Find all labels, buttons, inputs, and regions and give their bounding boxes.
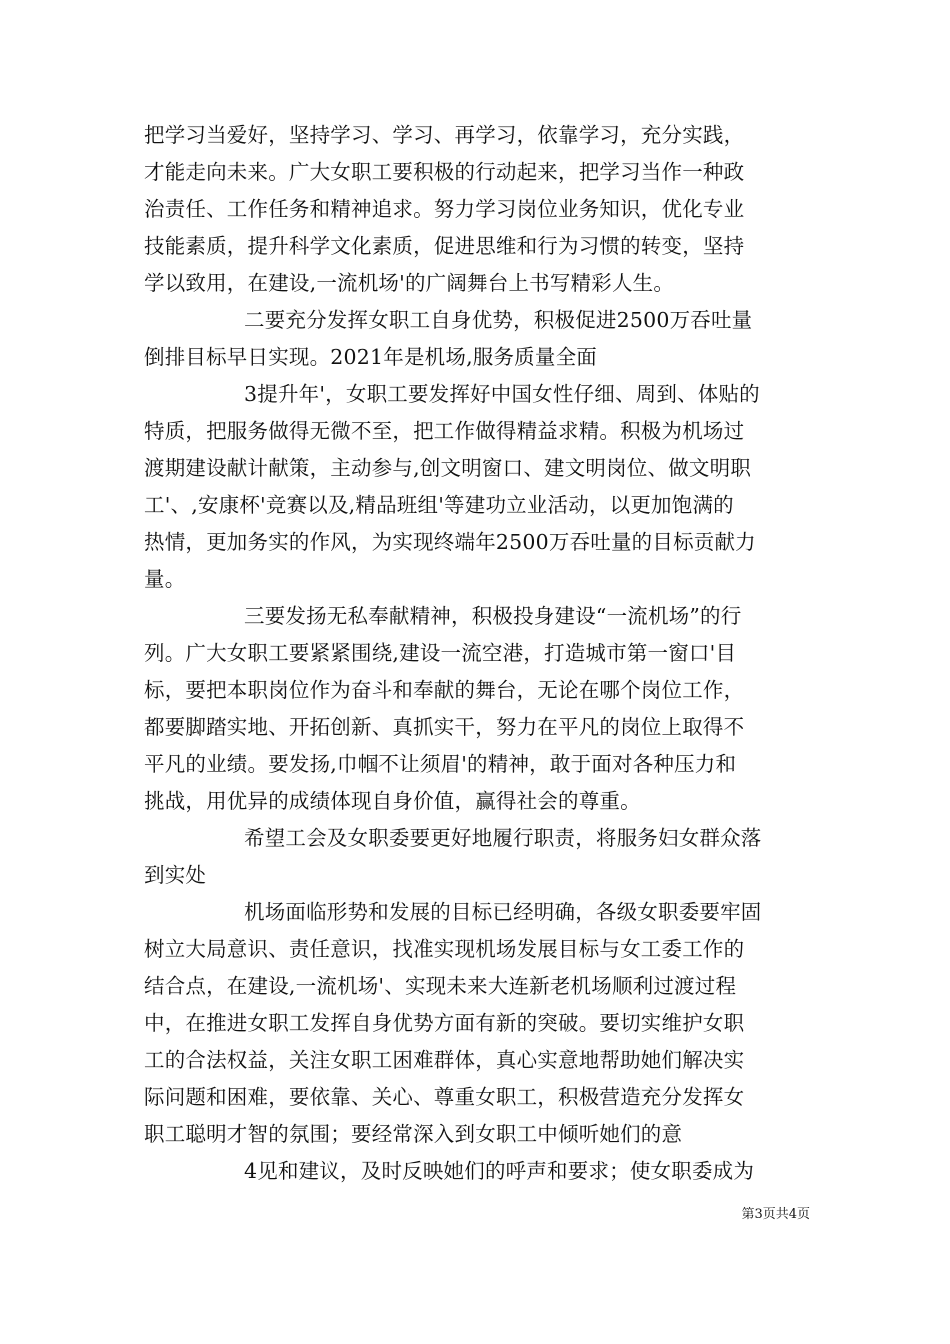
text-line: 工的合法权益，关注女职工困难群体，真心实意地帮助她们解决实 [144, 1048, 745, 1072]
text-line: 量。 [144, 567, 186, 591]
text-line: 3提升年'，女职工要发挥好中国女性仔细、周到、体贴的 [244, 382, 760, 406]
text-line: 二要充分发挥女职工自身优势，积极促进2500万吞吐量 [244, 308, 753, 332]
text-line: 树立大局意识、责任意识，找准实现机场发展目标与女工委工作的 [144, 937, 745, 961]
text-line: 际问题和困难，要依靠、关心、尊重女职工，积极营造充分发挥女 [144, 1085, 745, 1109]
text-line: 挑战，用优异的成绩体现自身价值，赢得社会的尊重。 [144, 789, 641, 813]
text-line: 特质，把服务做得无微不至，把工作做得精益求精。积极为机场过 [144, 419, 745, 443]
text-line: 到实处 [144, 863, 207, 887]
text-line: 技能素质，提升科学文化素质，促进思维和行为习惯的转变，坚持 [144, 234, 745, 258]
page-footer: 第3页共4页 [741, 1207, 810, 1222]
text-line: 才能走向未来。广大女职工要积极的行动起来，把学习当作一种政 [144, 160, 745, 184]
text-line: 渡期建设献计献策，主动参与,创文明窗口、建文明岗位、做文明职 [144, 456, 752, 480]
text-line: 机场面临形势和发展的目标已经明确，各级女职委要牢固 [244, 900, 762, 924]
text-line: 三要发扬无私奉献精神，积极投身建设“一流机场”的行 [244, 604, 742, 628]
text-line: 工'、,安康杯'竞赛以及,精品班组'等建功立业活动，以更加饱满的 [144, 493, 734, 517]
text-line: 结合点，在建设,一流机场'、实现未来大连新老机场顺利过渡过程 [144, 974, 737, 998]
text-line: 4见和建议，及时反映她们的呼声和要求；使女职委成为 [244, 1159, 755, 1183]
text-line: 列。广大女职工要紧紧围绕,建设一流空港，打造城市第一窗口'目 [144, 641, 737, 665]
text-line: 把学习当爱好，坚持学习、学习、再学习，依靠学习，充分实践， [144, 123, 745, 147]
text-line: 热情，更加务实的作风，为实现终端年2500万吞吐量的目标贡献力 [144, 530, 756, 554]
text-line: 平凡的业绩。要发扬,巾帼不让须眉'的精神，敢于面对各种压力和 [144, 752, 737, 776]
text-line: 都要脚踏实地、开拓创新、真抓实干，努力在平凡的岗位上取得不 [144, 715, 745, 739]
text-line: 希望工会及女职委要更好地履行职责，将服务妇女群众落 [244, 826, 762, 850]
text-line: 标，要把本职岗位作为奋斗和奉献的舞台，无论在哪个岗位工作， [144, 678, 745, 702]
body-text [144, 117, 816, 1190]
text-line: 治责任、工作任务和精神追求。努力学习岗位业务知识，优化专业 [144, 197, 745, 221]
text-line: 倒排目标早日实现。2021年是机场,服务质量全面 [144, 345, 597, 369]
text-line: 中，在推进女职工发挥自身优势方面有新的突破。要切实维护女职 [144, 1011, 745, 1035]
text-line: 职工聪明才智的氛围；要经常深入到女职工中倾听她们的意 [144, 1122, 683, 1146]
text-line: 学以致用，在建设,一流机场'的广阔舞台上书写精彩人生。 [144, 271, 675, 295]
